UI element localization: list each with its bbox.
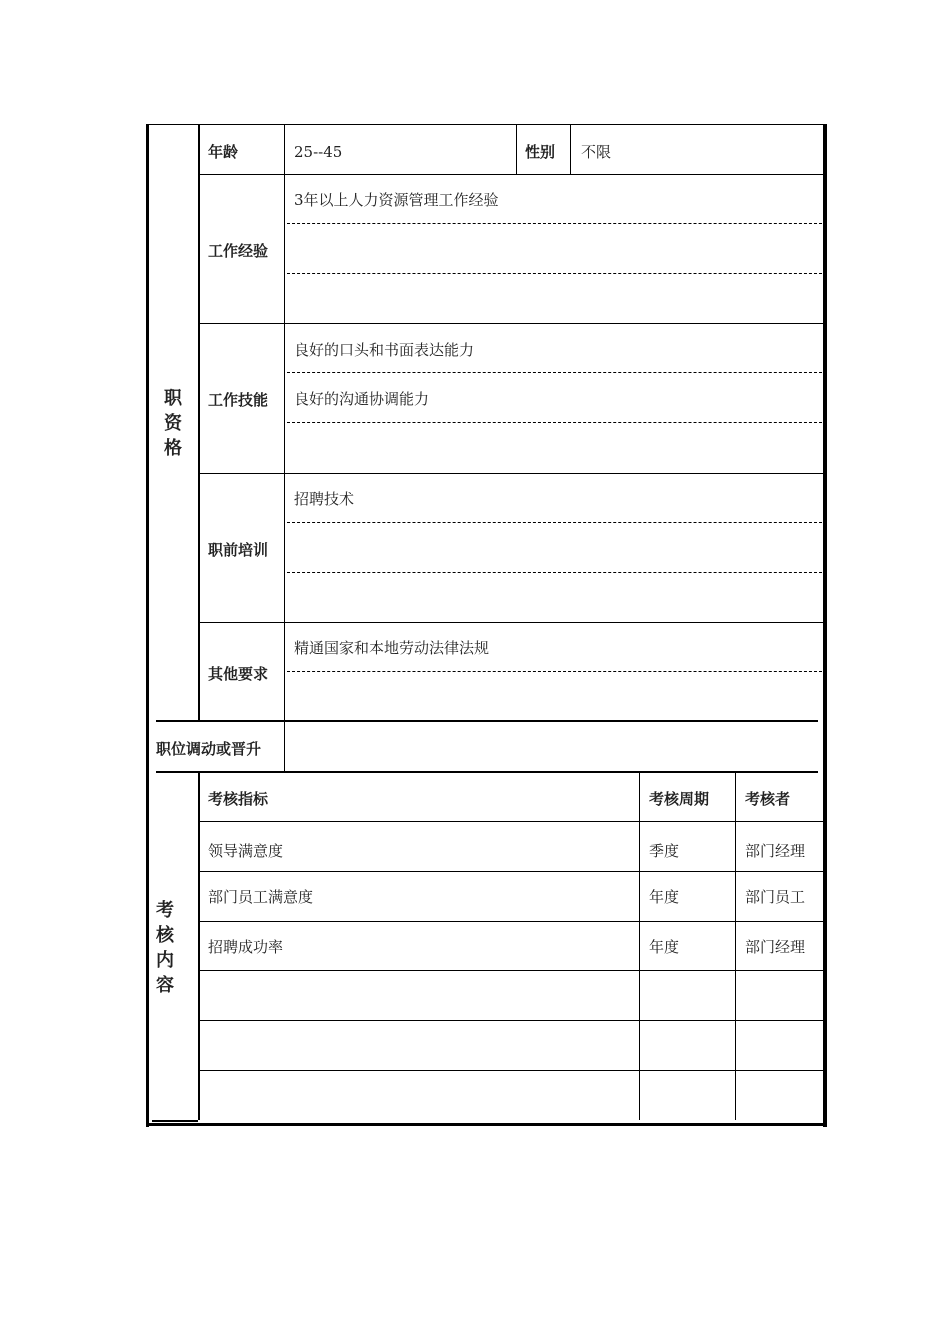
- work-skills-line: 良好的沟通协调能力: [294, 390, 430, 408]
- assessment-col-divider-assessor: [735, 773, 736, 1120]
- section-divider: [156, 771, 818, 773]
- work-skills-line: 良好的口头和书面表达能力: [294, 341, 475, 359]
- assessment-row-divider: [198, 1070, 825, 1071]
- table-row-assessor: 部门员工: [745, 888, 806, 906]
- label-column-divider: [284, 124, 285, 772]
- table-row-indicator: 招聘成功率: [208, 938, 284, 956]
- frame-bottom-border: [146, 1123, 827, 1126]
- table-row-indicator: 部门员工满意度: [208, 888, 314, 906]
- dashed-separator: [287, 372, 822, 373]
- table-row-period: 年度: [649, 938, 680, 956]
- header-period: 考核周期: [649, 790, 710, 808]
- transfer-promotion-label: 职位调动或晋升: [156, 740, 262, 758]
- row-divider: [198, 473, 825, 474]
- qualification-section-title: 职资格: [164, 388, 182, 459]
- assessment-row-divider: [198, 871, 825, 872]
- table-row-indicator: 领导满意度: [208, 842, 284, 860]
- qualification-inner-left-border: [198, 124, 200, 722]
- frame-bottom-accent: [152, 1120, 198, 1122]
- other-requirements-label: 其他要求: [208, 665, 269, 683]
- gender-value: 不限: [581, 143, 612, 161]
- assessment-inner-left-border: [198, 773, 200, 1120]
- dashed-separator: [287, 422, 822, 423]
- gender-label: 性别: [525, 143, 556, 161]
- assessment-section-title: 考核内容: [156, 900, 174, 996]
- work-experience-line: 3年以上人力资源管理工作经验: [294, 191, 499, 209]
- frame-right-border: [823, 124, 827, 1127]
- row-divider: [198, 622, 825, 623]
- other-requirements-line: 精通国家和本地劳动法律法规: [294, 639, 490, 657]
- header-assessor: 考核者: [745, 790, 791, 808]
- assessment-row-divider: [198, 1020, 825, 1021]
- assessment-row-divider: [198, 821, 825, 822]
- assessment-row-divider: [198, 921, 825, 922]
- age-value: 25--45: [294, 143, 343, 161]
- table-row-assessor: 部门经理: [745, 938, 806, 956]
- age-label: 年龄: [208, 143, 239, 161]
- dashed-separator: [287, 671, 822, 672]
- table-row-period: 年度: [649, 888, 680, 906]
- row-divider: [198, 323, 825, 324]
- pre-job-training-label: 职前培训: [208, 541, 269, 559]
- dashed-separator: [287, 572, 822, 573]
- dashed-separator: [287, 273, 822, 274]
- pre-job-training-line: 招聘技术: [294, 490, 355, 508]
- work-skills-label: 工作技能: [208, 391, 269, 409]
- table-row-period: 季度: [649, 842, 680, 860]
- work-experience-label: 工作经验: [208, 242, 269, 260]
- age-gender-divider-1: [516, 124, 517, 174]
- assessment-row-divider: [198, 970, 825, 971]
- table-row-assessor: 部门经理: [745, 842, 806, 860]
- assessment-col-divider-period: [639, 773, 640, 1120]
- section-divider: [156, 720, 818, 722]
- dashed-separator: [287, 223, 822, 224]
- header-indicator: 考核指标: [208, 790, 269, 808]
- age-gender-divider-2: [570, 124, 571, 174]
- frame-left-border: [146, 124, 149, 1127]
- row-divider: [198, 174, 825, 175]
- dashed-separator: [287, 522, 822, 523]
- frame-top-border: [146, 124, 826, 125]
